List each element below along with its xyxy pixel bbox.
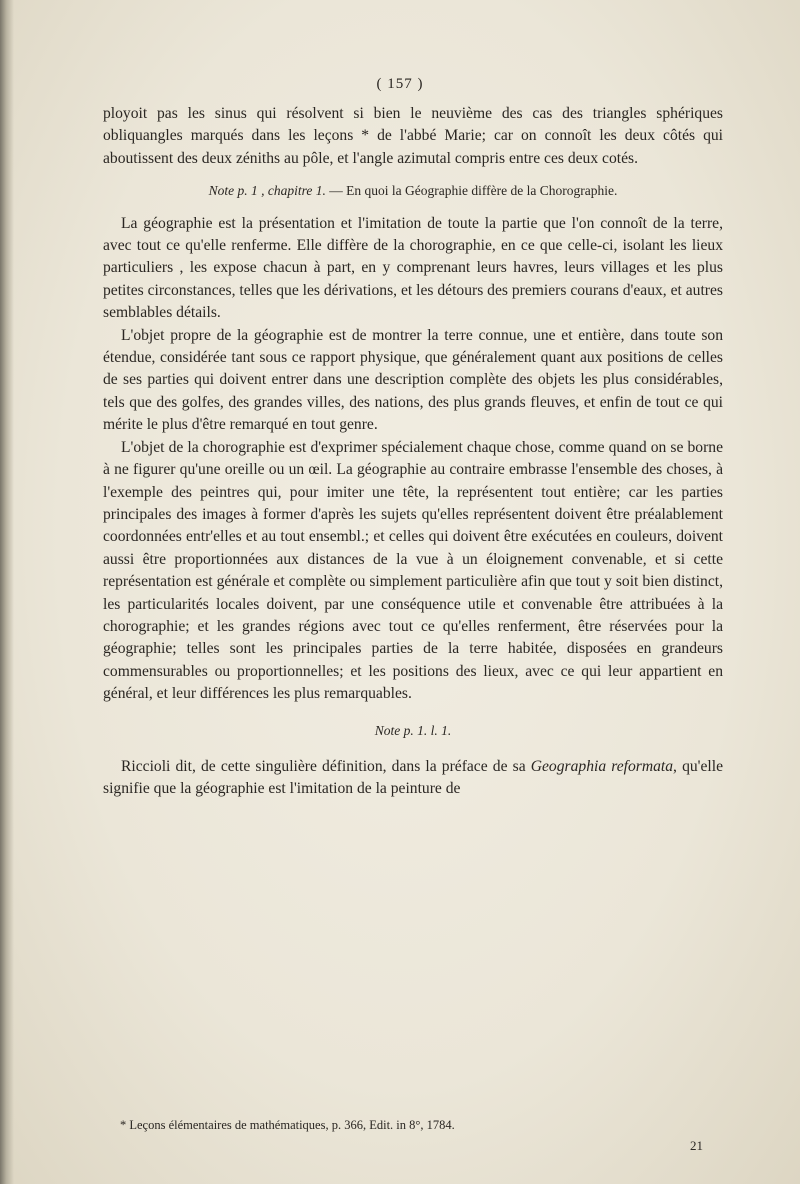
note-heading-ref: Note p. 1 , chapitre 1. bbox=[208, 183, 326, 199]
page-number: ( 157 ) bbox=[376, 76, 424, 92]
footnote: * Leçons élémentaires de mathématiques, p. 366, Edit. in 8°, 1784. bbox=[120, 1118, 455, 1132]
note-heading-2 bbox=[103, 720, 723, 742]
note-heading-1 bbox=[103, 180, 723, 202]
paragraph-geography-object: L'objet propre de la géographie est de montrer la terre connue, une et entière, dans toute son étendue, considérée tant sous ce rapport physique, que généralement quant aux positions de celles de ses parties qui doivent entrer dans une description complète des objets les plus considérables, tels que des golfes, des grandes villes, des nations, des plus grands fleuves, et enfin de tout ce qui mérite le plus d'être remarqué en tout genre. bbox=[103, 326, 723, 434]
paragraph-riccioli bbox=[103, 756, 723, 801]
paragraph-riccioli-start: Riccioli dit, de cette singulière définition, dans la préface de sa bbox=[121, 757, 531, 775]
note-heading-2-ref: Note p. 1. l. 1. bbox=[374, 722, 452, 738]
paragraph-continuation: ployoit pas les sinus qui résolvent si bien le neuvième des cas des triangles sphériques obliquangles marqués dans les leçons * de l'abbé Marie; car on connoît les deux côtés qui aboutissent des deux zéniths au pôle, et l'angle azimutal compris entre ces deux cotés. bbox=[103, 105, 723, 167]
main-text bbox=[103, 103, 723, 801]
binding-edge bbox=[0, 0, 14, 1184]
paragraph-riccioli-end: , qu'elle signifie que la géographie est l'imitation de la peinture de bbox=[103, 757, 723, 798]
paragraph-definition: La géographie est la présentation et l'imitation de toute la partie que l'on connoît de la terre, avec tout ce qu'elle renferme. Elle diffère de la chorographie, en ce que celle-ci, isolant les lieux particuliers , les expose chacun à part, en y comprenant leurs havres, leurs villages et les plus petites circonstances, telles que les dérivations, et les détours des premiers courans d'eaux, et autres semblables détails. bbox=[103, 214, 723, 322]
paragraph-chorography-object: L'objet de la chorographie est d'exprimer spécialement chaque chose, comme quand on se borne à ne figurer qu'une oreille ou un œil. La géographie au contraire embrasse l'ensemble des choses, à l'exemple des peintres qui, pour imiter une tête, la représentent tout entière; car les parties principales des images à former d'après les sujets qu'elles représentent doivent être préalablement coordonnées entr'elles et au tout ensembl.; et celles qui doivent être exécutées en couleurs, doivent aussi être proportionnées aux distances de la vue à un éloignement convenable, et si cette représentation est générale et complète ou simplement particulière afin que tout y soit bien distinct, les particularités locales doivent, par une conséquence utile et convenable être attribuées à la chorographie; et les grandes régions avec tout ce qu'elles renferment, être réservées pour la géographie; telles sont les principales parties de la terre habitée, disposées en grandeurs commensurables ou proportionnelles; et les positions des lieux, avec ce qui leur appartient en général, et leur différences les plus remarquables. bbox=[103, 438, 723, 703]
signature-mark: 21 bbox=[690, 1138, 703, 1153]
note-heading-title: — En quoi la Géographie diffère de la Chorographie. bbox=[325, 183, 618, 199]
book-title: Geographia reformata bbox=[530, 757, 674, 775]
